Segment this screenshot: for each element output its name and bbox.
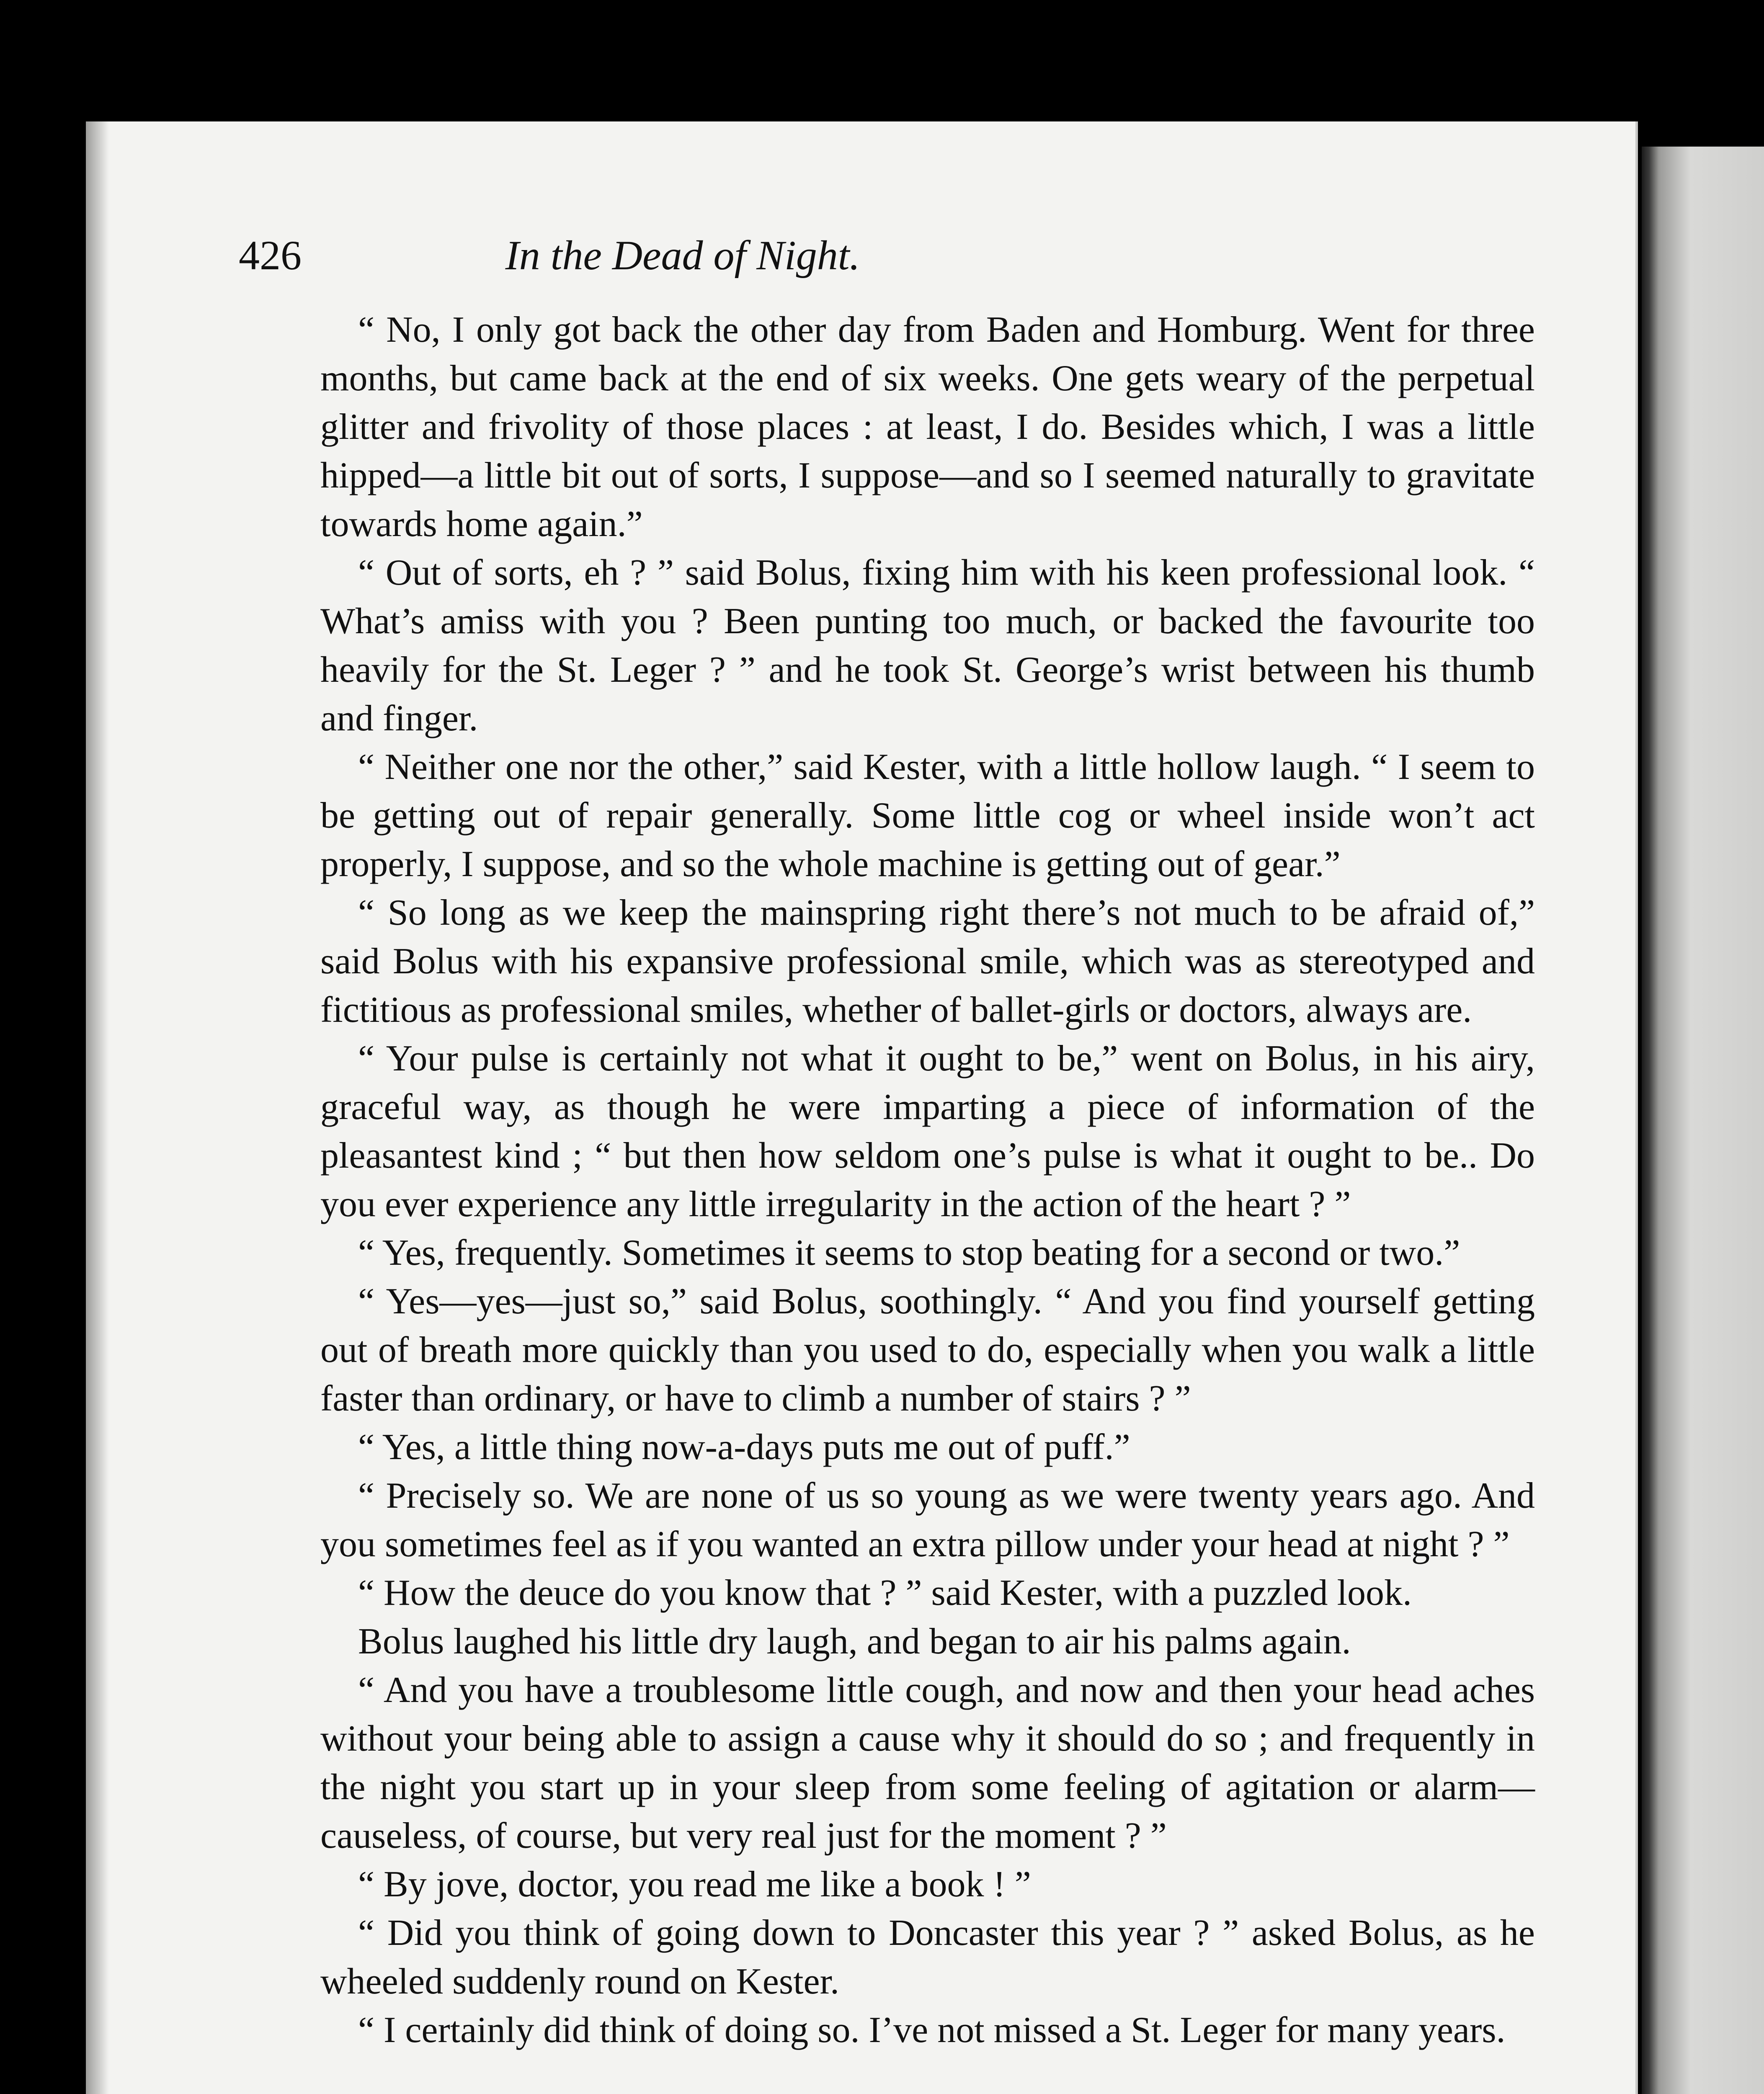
paragraph: “ Neither one nor the other,” said Kester, with a little hollow laugh. “ I seem to be getting out of repair generally. Some little cog or wheel inside won’t act properly, I suppose, and so the whole machine is getting out of gear.” [320,747,1535,885]
running-header [239,226,1127,285]
paragraph: Bolus laughed his little dry laugh, and began to air his palms again. [358,1621,1351,1662]
paragraph: “ Your pulse is certainly not what it ought to be,” went on Bolus, in his airy, graceful way, as though he were imparting a piece of information of the pleasantest kind ; “ but then how seldom one’s pulse is what it ought to be.. Do you ever experience any little irregularity in the action of the heart ? ” [320,1038,1535,1225]
paragraph: “ Yes, a little thing now-a-days puts me out of puff.” [358,1427,1130,1467]
paragraph: “ Did you think of going down to Doncaster this year ? ” asked Bolus, as he wheeled suddenly round on Kester. [320,1913,1535,2002]
adjacent-page-edge [1642,147,1764,2094]
paragraph: “ No, I only got back the other day from Baden and Homburg. Went for three months, but came back at the end of six weeks. One gets weary of the perpetual glitter and frivolity of those places : at least, I do. Besides which, I was a little hipped—a little bit out of sorts, I suppose—and so I seemed naturally to gravitate towards home again.” [320,309,1535,544]
page-spine-shadow [86,121,109,2094]
paragraph: “ I certainly did think of doing so. I’ve not missed a St. Leger for many years. [358,2010,1506,2050]
page-number: 426 [239,232,302,279]
paragraph: “ Precisely so. We are none of us so young as we were twenty years ago. And you sometimes feel as if you wanted an extra pillow under your head at night ? ” [320,1475,1535,1565]
paragraph: “ Out of sorts, eh ? ” said Bolus, fixing him with his keen professional look. “ What’s amiss with you ? Been punting too much, or backed the favourite too heavily for the St. Leger ? ” and he took St. George’s wrist between his thumb and finger. [320,552,1535,739]
paragraph: “ How the deuce do you know that ? ” said Kester, with a puzzled look. [358,1573,1412,1613]
paragraph: “ By jove, doctor, you read me like a book ! ” [358,1864,1031,1905]
paragraph: “ And you have a troublesome little cough, and now and then your head aches without your being able to assign a cause why it should do so ; and frequently in the night you start up in your sleep from some feeling of agitation or alarm—causeless, of course, but very real just for the moment ? ” [320,1670,1535,1856]
running-title: In the Dead of Night. [505,232,860,279]
body-text [320,306,1535,2055]
paragraph: “ Yes, frequently. Sometimes it seems to stop beating for a second or two.” [358,1233,1460,1273]
paragraph: “ So long as we keep the mainspring right there’s not much to be afraid of,” said Bolus with his expansive professional smile, which was as stereotyped and fictitious as professional smiles, whether of ballet-girls or doctors, always are. [320,892,1535,1030]
paragraph: “ Yes—yes—just so,” said Bolus, soothingly. “ And you find yourself getting out of breath more quickly than you used to do, especially when you walk a little faster than ordinary, or have to climb a number of stairs ? ” [320,1281,1535,1419]
